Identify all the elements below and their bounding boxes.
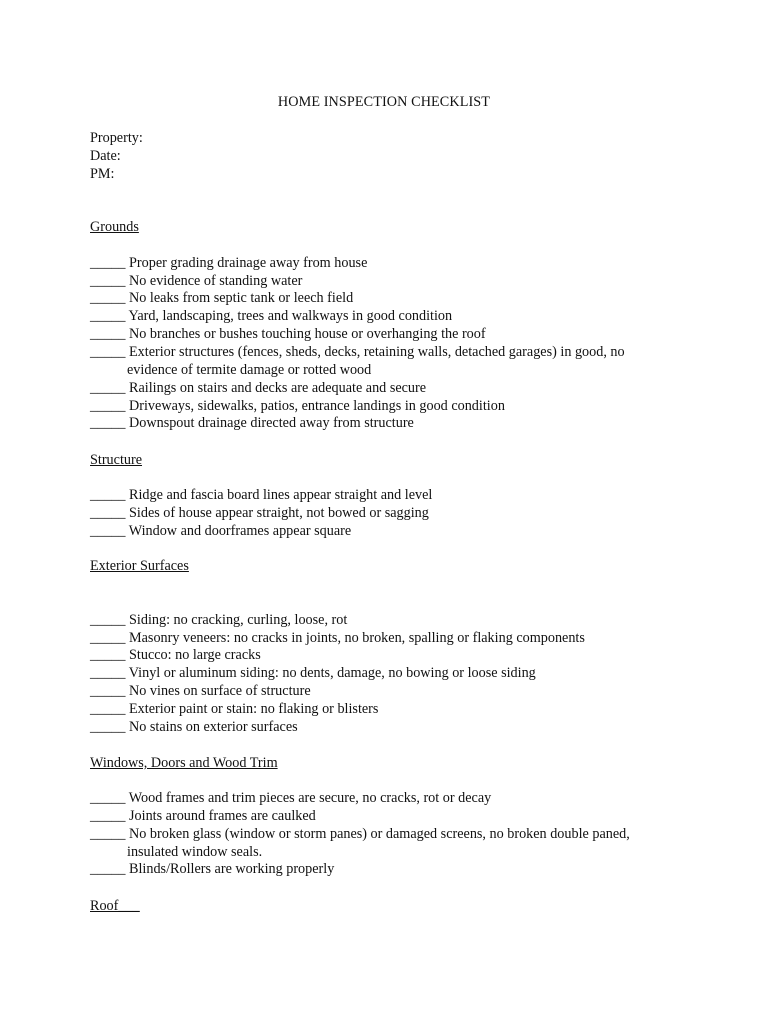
section-heading-windows-doors-trim: Windows, Doors and Wood Trim	[90, 755, 278, 771]
checklist-item: _____ Railings on stairs and decks are adequate and secure	[90, 380, 427, 396]
checklist-item: _____ Window and doorframes appear square	[90, 523, 352, 539]
checklist-item: _____ Ridge and fascia board lines appear straight and level	[90, 487, 433, 503]
checklist-item: _____ Stucco: no large cracks	[90, 647, 261, 663]
checklist-item: _____ Vinyl or aluminum siding: no dents, damage, no bowing or loose siding	[90, 665, 536, 681]
page-title: HOME INSPECTION CHECKLIST	[277, 94, 491, 110]
checklist-item: _____ Yard, landscaping, trees and walkways in good condition	[90, 308, 453, 324]
checklist-item: _____ Wood frames and trim pieces are secure, no cracks, rot or decay	[90, 790, 492, 806]
checklist-item: _____ No leaks from septic tank or leech field	[90, 290, 354, 306]
checklist-item: _____ Exterior structures (fences, sheds, decks, retaining walls, detached garages) in good, no	[90, 344, 625, 360]
checklist-item: _____ Driveways, sidewalks, patios, entrance landings in good condition	[90, 398, 505, 414]
checklist-item-continuation: insulated window seals.	[127, 844, 263, 860]
checklist-item: _____ Siding: no cracking, curling, loose, rot	[90, 612, 348, 628]
checklist-item: _____ Proper grading drainage away from house	[90, 255, 368, 271]
checklist-item: _____ Downspout drainage directed away from structure	[90, 415, 414, 431]
checklist-item: _____ No vines on surface of structure	[90, 683, 311, 699]
checklist-item: _____ Joints around frames are caulked	[90, 808, 316, 824]
checklist-item: _____ No stains on exterior surfaces	[90, 719, 298, 735]
checklist-item: _____ Exterior paint or stain: no flaking or blisters	[90, 701, 379, 717]
section-heading-roof: Roof___	[90, 898, 140, 914]
section-heading-grounds: Grounds	[90, 219, 139, 235]
section-heading-exterior-surfaces: Exterior Surfaces	[90, 558, 189, 574]
checklist-item: _____ No branches or bushes touching house or overhanging the roof	[90, 326, 486, 342]
checklist-item: _____ No broken glass (window or storm panes) or damaged screens, no broken double paned,	[90, 826, 630, 842]
checklist-item: _____ Masonry veneers: no cracks in joints, no broken, spalling or flaking components	[90, 630, 585, 646]
checklist-item: _____ Sides of house appear straight, not bowed or sagging	[90, 505, 429, 521]
property-field-label: Property:	[90, 130, 143, 146]
checklist-item: _____ No evidence of standing water	[90, 273, 303, 289]
section-heading-structure: Structure	[90, 452, 143, 468]
date-field-label: Date:	[90, 148, 121, 164]
pm-field-label: PM:	[90, 166, 115, 182]
checklist-item: _____ Blinds/Rollers are working properly	[90, 861, 335, 877]
checklist-item-continuation: evidence of termite damage or rotted wood	[127, 362, 372, 378]
